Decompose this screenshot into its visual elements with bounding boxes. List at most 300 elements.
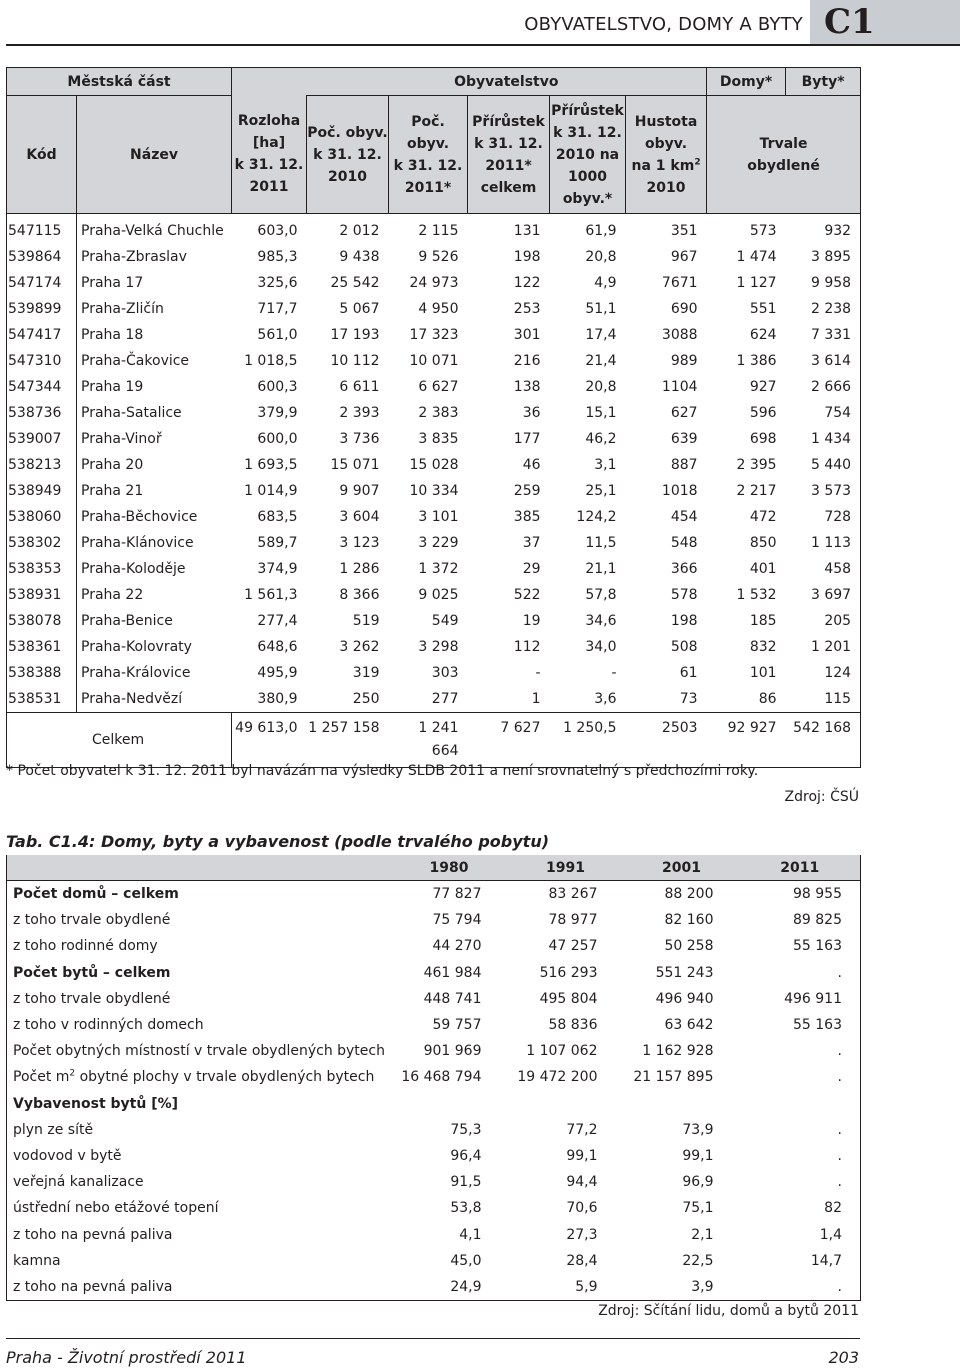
table-row bbox=[7, 426, 861, 452]
cell-value: 21,4 bbox=[585, 353, 617, 369]
district-code: 539007 bbox=[7, 426, 77, 452]
cell-value: 124 bbox=[786, 660, 861, 686]
cell-value: 4,9 bbox=[594, 275, 617, 291]
table-row bbox=[7, 1248, 861, 1274]
cell-value: 58 836 bbox=[548, 1017, 598, 1034]
cell-value: 850 bbox=[749, 535, 777, 551]
cell-value bbox=[624, 1091, 740, 1117]
cell-value bbox=[391, 1091, 508, 1117]
total-value: 1 257 158 bbox=[307, 713, 389, 768]
cell-value: 37 bbox=[522, 535, 541, 551]
table-row bbox=[7, 1274, 861, 1301]
district-name: Praha-Zbraslav bbox=[81, 249, 187, 265]
cell-value: 627 bbox=[670, 405, 698, 421]
district-name: Praha-Klánovice bbox=[81, 535, 194, 551]
cell-value: 3 835 bbox=[418, 431, 459, 447]
district-name: Praha 22 bbox=[81, 587, 144, 603]
row-label-text: Počet m bbox=[13, 1069, 70, 1086]
cell-value: 573 bbox=[749, 223, 777, 239]
cell-value: 927 bbox=[749, 379, 777, 395]
cell-value: 3,1 bbox=[594, 457, 617, 473]
cell-value: 2 666 bbox=[786, 374, 861, 400]
cell-value: 600,0 bbox=[257, 431, 298, 447]
table-row bbox=[7, 214, 861, 245]
district-name: Praha 21 bbox=[81, 483, 144, 499]
cell-value: 2 217 bbox=[736, 483, 777, 499]
cell-value: 205 bbox=[786, 608, 861, 634]
cell-value: 728 bbox=[786, 504, 861, 530]
cell-value: 549 bbox=[431, 613, 459, 629]
year-header: 2001 bbox=[624, 855, 740, 881]
cell-value: 138 bbox=[513, 379, 541, 395]
col-header-pop-2010: Poč. obyv. k 31. 12. 2010 bbox=[307, 96, 389, 214]
cell-value: . bbox=[740, 1169, 861, 1195]
cell-value: 519 bbox=[352, 613, 380, 629]
cell-value: 551 243 bbox=[655, 964, 714, 981]
cell-value: 1 532 bbox=[736, 587, 777, 603]
total-value: 1 241 664 bbox=[389, 713, 468, 768]
district-name: Praha-Velká Chuchle bbox=[81, 223, 224, 239]
cell-value: 77 827 bbox=[432, 886, 482, 903]
cell-value: 91,5 bbox=[450, 1174, 482, 1191]
district-code: 538736 bbox=[7, 400, 77, 426]
cell-value: 385 bbox=[513, 509, 541, 525]
cell-value: 1018 bbox=[661, 483, 698, 499]
table-row bbox=[7, 1195, 861, 1221]
total-value: 542 168 bbox=[786, 713, 861, 768]
cell-value: 901 969 bbox=[423, 1043, 482, 1060]
table-row bbox=[7, 556, 861, 582]
table-row bbox=[7, 270, 861, 296]
row-label: z toho rodinné domy bbox=[7, 933, 391, 959]
district-name: Praha-Královice bbox=[81, 665, 191, 681]
district-code: 547174 bbox=[7, 270, 77, 296]
district-name: Praha-Nedvězí bbox=[81, 691, 183, 707]
row-label: Počet domů – celkem bbox=[7, 881, 391, 908]
cell-value: 25,1 bbox=[585, 483, 617, 499]
cell-value: 2 115 bbox=[418, 223, 459, 239]
district-code: 538361 bbox=[7, 634, 77, 660]
district-name: Praha-Koloděje bbox=[81, 561, 186, 577]
district-name: Praha-Zličín bbox=[81, 301, 164, 317]
col-header-growth-per-1000: Přírůstek k 31. 12. 2010 na 1000 obyv.* bbox=[550, 96, 626, 214]
table2-source: Zdroj: Sčítání lidu, domů a bytů 2011 bbox=[598, 1303, 859, 1319]
row-label: z toho trvale obydlené bbox=[7, 907, 391, 933]
row-label: vodovod v bytě bbox=[7, 1143, 391, 1169]
total-row bbox=[7, 713, 861, 768]
cell-value: 683,5 bbox=[257, 509, 298, 525]
row-label: kamna bbox=[7, 1248, 391, 1274]
group-header-flats: Byty* bbox=[786, 68, 861, 96]
cell-value: 46,2 bbox=[585, 431, 617, 447]
cell-value: 77,2 bbox=[566, 1121, 598, 1138]
cell-value: 94,4 bbox=[566, 1174, 598, 1191]
cell-value: 3 262 bbox=[339, 639, 380, 655]
cell-value: 624 bbox=[749, 327, 777, 343]
cell-value: 99,1 bbox=[682, 1147, 714, 1164]
density-label: Hustota obyv. na 1 km bbox=[631, 113, 698, 174]
cell-value: 277,4 bbox=[257, 613, 298, 629]
cell-value: 578 bbox=[670, 587, 698, 603]
cell-value: 596 bbox=[749, 405, 777, 421]
cell-value: 2 383 bbox=[418, 405, 459, 421]
cell-value: 101 bbox=[749, 665, 777, 681]
table-row bbox=[7, 452, 861, 478]
cell-value: 3 229 bbox=[418, 535, 459, 551]
row-label: veřejná kanalizace bbox=[7, 1169, 391, 1195]
group-header-population: Obyvatelstvo bbox=[307, 68, 707, 96]
district-code: 539864 bbox=[7, 244, 77, 270]
cell-value: 1 386 bbox=[736, 353, 777, 369]
table-row bbox=[7, 1117, 861, 1143]
cell-value: 55 163 bbox=[740, 1012, 861, 1038]
cell-value: . bbox=[740, 1038, 861, 1064]
cell-value: 7671 bbox=[661, 275, 698, 291]
cell-value: 124,2 bbox=[576, 509, 617, 525]
group-header-district: Městská část bbox=[7, 68, 232, 96]
table-row bbox=[7, 1012, 861, 1038]
cell-value: 11,5 bbox=[585, 535, 617, 551]
table-row bbox=[7, 244, 861, 270]
table-note: * Počet obyvatel k 31. 12. 2011 byl navázán na výsledky SLDB 2011 a není srovnatelný s předchozími roky. bbox=[6, 763, 759, 779]
district-code: 547417 bbox=[7, 322, 77, 348]
cell-value: 508 bbox=[670, 639, 698, 655]
col-header-density bbox=[626, 96, 707, 214]
cell-value: 28,4 bbox=[566, 1252, 598, 1269]
cell-value: 496 911 bbox=[740, 986, 861, 1012]
cell-value: 250 bbox=[352, 691, 380, 707]
cell-value: 57,8 bbox=[585, 587, 617, 603]
cell-value: 9 958 bbox=[786, 270, 861, 296]
cell-value: 99,1 bbox=[566, 1147, 598, 1164]
cell-value: 2 012 bbox=[339, 223, 380, 239]
table-row bbox=[7, 933, 861, 959]
cell-value: 44 270 bbox=[432, 938, 482, 955]
cell-value: 8 366 bbox=[339, 587, 380, 603]
row-label: z toho na pevná paliva bbox=[7, 1221, 391, 1247]
col-header-pop-2011: Poč. obyv. k 31. 12. 2011* bbox=[389, 96, 468, 214]
cell-value: 88 200 bbox=[664, 886, 714, 903]
col-header-growth-total: Přírůstek k 31. 12. 2011* celkem bbox=[468, 96, 550, 214]
cell-value: 7 331 bbox=[786, 322, 861, 348]
cell-value: 9 025 bbox=[418, 587, 459, 603]
cell-value: 29 bbox=[522, 561, 541, 577]
table-row bbox=[7, 634, 861, 660]
cell-value: - bbox=[535, 665, 541, 681]
cell-value: 832 bbox=[749, 639, 777, 655]
table-row bbox=[7, 374, 861, 400]
cell-value: 82 160 bbox=[664, 912, 714, 929]
cell-value: 61,9 bbox=[585, 223, 617, 239]
cell-value: 20,8 bbox=[585, 249, 617, 265]
table-row bbox=[7, 478, 861, 504]
district-code: 538931 bbox=[7, 582, 77, 608]
cell-value: - bbox=[611, 665, 617, 681]
table-row bbox=[7, 907, 861, 933]
housing-table bbox=[6, 855, 861, 1301]
cell-value: . bbox=[740, 1064, 861, 1090]
table-row bbox=[7, 1169, 861, 1195]
cell-value: 46 bbox=[522, 457, 541, 473]
district-name: Praha-Satalice bbox=[81, 405, 182, 421]
cell-value: 9 907 bbox=[339, 483, 380, 499]
cell-value: 1 201 bbox=[786, 634, 861, 660]
cell-value: 24,9 bbox=[391, 1274, 508, 1301]
cell-value: 458 bbox=[786, 556, 861, 582]
cell-value: 3088 bbox=[661, 327, 698, 343]
cell-value: 17 193 bbox=[330, 327, 380, 343]
cell-value: 495 804 bbox=[539, 990, 598, 1007]
cell-value: 1 127 bbox=[736, 275, 777, 291]
cell-value: . bbox=[740, 960, 861, 986]
cell-value: 75,3 bbox=[450, 1121, 482, 1138]
district-name: Praha 20 bbox=[81, 457, 144, 473]
cell-value: 47 257 bbox=[548, 938, 598, 955]
row-label: plyn ze sítě bbox=[7, 1117, 391, 1143]
row-label: ústřední nebo etážové topení bbox=[7, 1195, 391, 1221]
cell-value: 5 440 bbox=[786, 452, 861, 478]
cell-value: 1 372 bbox=[418, 561, 459, 577]
cell-value: 83 267 bbox=[548, 886, 598, 903]
year-header: 1980 bbox=[391, 855, 508, 881]
cell-value: 380,9 bbox=[257, 691, 298, 707]
cell-value: 2,1 bbox=[691, 1226, 714, 1243]
cell-value: 639 bbox=[670, 431, 698, 447]
cell-value: 1 014,9 bbox=[244, 483, 298, 499]
cell-value: 967 bbox=[670, 249, 698, 265]
cell-value: 82 bbox=[740, 1195, 861, 1221]
cell-value: 1 286 bbox=[339, 561, 380, 577]
cell-value: 50 258 bbox=[664, 938, 714, 955]
col-header-name: Název bbox=[77, 96, 232, 214]
cell-value: 1104 bbox=[661, 379, 698, 395]
cell-value: 3 736 bbox=[339, 431, 380, 447]
cell-value: 59 757 bbox=[432, 1017, 482, 1034]
cell-value: 3 573 bbox=[786, 478, 861, 504]
col-header-code: Kód bbox=[7, 96, 77, 214]
cell-value: 10 071 bbox=[409, 353, 459, 369]
table-row bbox=[7, 1064, 861, 1090]
cell-value: 1 162 928 bbox=[642, 1043, 714, 1060]
cell-value: 15 028 bbox=[409, 457, 459, 473]
table-row bbox=[7, 960, 861, 986]
table-row bbox=[7, 1143, 861, 1169]
cell-value: 73,9 bbox=[682, 1121, 714, 1138]
cell-value: 21,1 bbox=[585, 561, 617, 577]
table-row bbox=[7, 296, 861, 322]
table-row bbox=[7, 660, 861, 686]
cell-value: 27,3 bbox=[566, 1226, 598, 1243]
group-header-houses: Domy* bbox=[707, 68, 786, 96]
cell-value: 454 bbox=[670, 509, 698, 525]
row-label: z toho na pevná paliva bbox=[7, 1274, 391, 1301]
cell-value: 522 bbox=[513, 587, 541, 603]
chapter-badge-label: C1 bbox=[824, 2, 875, 42]
cell-value: 303 bbox=[431, 665, 459, 681]
cell-value: 15 071 bbox=[330, 457, 380, 473]
cell-value: 448 741 bbox=[423, 990, 482, 1007]
cell-value: 259 bbox=[513, 483, 541, 499]
cell-value: 495,9 bbox=[257, 665, 298, 681]
cell-value: 989 bbox=[670, 353, 698, 369]
district-code: 539899 bbox=[7, 296, 77, 322]
cell-value: 548 bbox=[670, 535, 698, 551]
cell-value: 5 067 bbox=[339, 301, 380, 317]
cell-value: 61 bbox=[679, 665, 698, 681]
cell-value: 3 697 bbox=[786, 582, 861, 608]
cell-value: 319 bbox=[352, 665, 380, 681]
cell-value: 253 bbox=[513, 301, 541, 317]
cell-value: 25 542 bbox=[330, 275, 380, 291]
district-name: Praha 17 bbox=[81, 275, 144, 291]
cell-value: 589,7 bbox=[257, 535, 298, 551]
table-row bbox=[7, 1221, 861, 1247]
district-code: 538388 bbox=[7, 660, 77, 686]
district-name: Praha 18 bbox=[81, 327, 144, 343]
cell-value: 36 bbox=[522, 405, 541, 421]
table-row bbox=[7, 881, 861, 908]
cell-value: 603,0 bbox=[257, 223, 298, 239]
cell-value: 698 bbox=[749, 431, 777, 447]
cell-value: 374,9 bbox=[257, 561, 298, 577]
cell-value: 19 bbox=[522, 613, 541, 629]
row-label bbox=[7, 1064, 391, 1090]
cell-value: 6 627 bbox=[418, 379, 459, 395]
cell-value: 717,7 bbox=[257, 301, 298, 317]
page-number: 203 bbox=[828, 1348, 859, 1367]
cell-value: 10 112 bbox=[330, 353, 380, 369]
cell-value: 216 bbox=[513, 353, 541, 369]
cell-value: 9 526 bbox=[418, 249, 459, 265]
cell-value: 115 bbox=[786, 686, 861, 713]
cell-value: 277 bbox=[431, 691, 459, 707]
cell-value: . bbox=[740, 1274, 861, 1301]
cell-value bbox=[740, 1091, 861, 1117]
row-label: z toho v rodinných domech bbox=[7, 1012, 391, 1038]
cell-value: 461 984 bbox=[423, 964, 482, 981]
table-row bbox=[7, 986, 861, 1012]
table-row bbox=[7, 582, 861, 608]
cell-value: 55 163 bbox=[740, 933, 861, 959]
cell-value: 86 bbox=[758, 691, 777, 707]
cell-value: 73 bbox=[679, 691, 698, 707]
cell-value: 51,1 bbox=[585, 301, 617, 317]
cell-value: 1 bbox=[531, 691, 541, 707]
cell-value: 3 298 bbox=[418, 639, 459, 655]
cell-value: 496 940 bbox=[655, 990, 714, 1007]
table-row bbox=[7, 530, 861, 556]
total-label: Celkem bbox=[7, 713, 232, 768]
cell-value: 1 107 062 bbox=[526, 1043, 598, 1060]
cell-value: 10 334 bbox=[409, 483, 459, 499]
district-code: 538060 bbox=[7, 504, 77, 530]
district-code: 538353 bbox=[7, 556, 77, 582]
cell-value: 3,6 bbox=[594, 691, 617, 707]
cell-value: 3 101 bbox=[418, 509, 459, 525]
district-code: 538213 bbox=[7, 452, 77, 478]
cell-value: 34,0 bbox=[585, 639, 617, 655]
cell-value: 301 bbox=[513, 327, 541, 343]
col-header-permanently-occupied: Trvale obydlené bbox=[707, 96, 861, 214]
cell-value: 89 825 bbox=[740, 907, 861, 933]
cell-value: 78 977 bbox=[548, 912, 598, 929]
cell-value: 754 bbox=[786, 400, 861, 426]
district-code: 547115 bbox=[7, 214, 77, 245]
cell-value: 3,9 bbox=[624, 1274, 740, 1301]
cell-value: 70,6 bbox=[566, 1200, 598, 1217]
footer-rule bbox=[6, 1338, 860, 1339]
table-row bbox=[7, 400, 861, 426]
cell-value: 600,3 bbox=[257, 379, 298, 395]
density-year: 2010 bbox=[646, 179, 686, 196]
cell-value: 75 794 bbox=[432, 912, 482, 929]
cell-value: 53,8 bbox=[450, 1200, 482, 1217]
row-label: z toho trvale obydlené bbox=[7, 986, 391, 1012]
cell-value: 1 693,5 bbox=[244, 457, 298, 473]
cell-value: 551 bbox=[749, 301, 777, 317]
row-label-rest: obytné plochy v trvale obydlených bytech bbox=[75, 1069, 375, 1086]
table-row bbox=[7, 686, 861, 713]
table2-caption: Tab. C1.4: Domy, byty a vybavenost (podle trvalého pobytu) bbox=[6, 832, 550, 851]
cell-value: 63 642 bbox=[664, 1017, 714, 1034]
total-value: 49 613,0 bbox=[232, 713, 307, 768]
cell-value: 401 bbox=[749, 561, 777, 577]
cell-value: 198 bbox=[513, 249, 541, 265]
cell-value: 2 238 bbox=[786, 296, 861, 322]
cell-value: 4 950 bbox=[418, 301, 459, 317]
cell-value: 472 bbox=[749, 509, 777, 525]
cell-value: 96,9 bbox=[682, 1174, 714, 1191]
row-label: Počet bytů – celkem bbox=[7, 960, 391, 986]
row-label: Počet obytných místností v trvale obydlených bytech bbox=[7, 1038, 391, 1064]
cell-value: 22,5 bbox=[682, 1252, 714, 1269]
cell-value: 75,1 bbox=[682, 1200, 714, 1217]
cell-value: 1 561,3 bbox=[244, 587, 298, 603]
cell-value: 45,0 bbox=[450, 1252, 482, 1269]
cell-value: 6 611 bbox=[339, 379, 380, 395]
cell-value: 1 434 bbox=[786, 426, 861, 452]
district-name: Praha-Čakovice bbox=[81, 353, 190, 369]
section-title: OBYVATELSTVO, DOMY A BYTY bbox=[524, 14, 803, 35]
cell-value: 98 955 bbox=[740, 881, 861, 908]
col-header-area: Rozloha [ha] k 31. 12. 2011 bbox=[232, 96, 307, 214]
cell-value: 4,1 bbox=[459, 1226, 482, 1243]
cell-value: 648,6 bbox=[257, 639, 298, 655]
district-name: Praha 19 bbox=[81, 379, 144, 395]
cell-value: 366 bbox=[670, 561, 698, 577]
district-code: 538949 bbox=[7, 478, 77, 504]
total-value: 92 927 bbox=[707, 713, 786, 768]
cell-value: 5,9 bbox=[508, 1274, 624, 1301]
cell-value: 1 474 bbox=[736, 249, 777, 265]
cell-value: 185 bbox=[749, 613, 777, 629]
district-code: 538302 bbox=[7, 530, 77, 556]
header-rule bbox=[6, 44, 960, 46]
cell-value: 15,1 bbox=[585, 405, 617, 421]
table-row bbox=[7, 504, 861, 530]
cell-value: 21 157 895 bbox=[633, 1069, 714, 1086]
cell-value: 24 973 bbox=[409, 275, 459, 291]
cell-value: 351 bbox=[670, 223, 698, 239]
cell-value: 177 bbox=[513, 431, 541, 447]
district-code: 538531 bbox=[7, 686, 77, 713]
district-code: 547344 bbox=[7, 374, 77, 400]
density-sup: 2 bbox=[694, 156, 701, 167]
table-row bbox=[7, 1038, 861, 1064]
district-name: Praha-Benice bbox=[81, 613, 173, 629]
cell-value: 20,8 bbox=[585, 379, 617, 395]
row-label: Vybavenost bytů [%] bbox=[7, 1091, 391, 1117]
